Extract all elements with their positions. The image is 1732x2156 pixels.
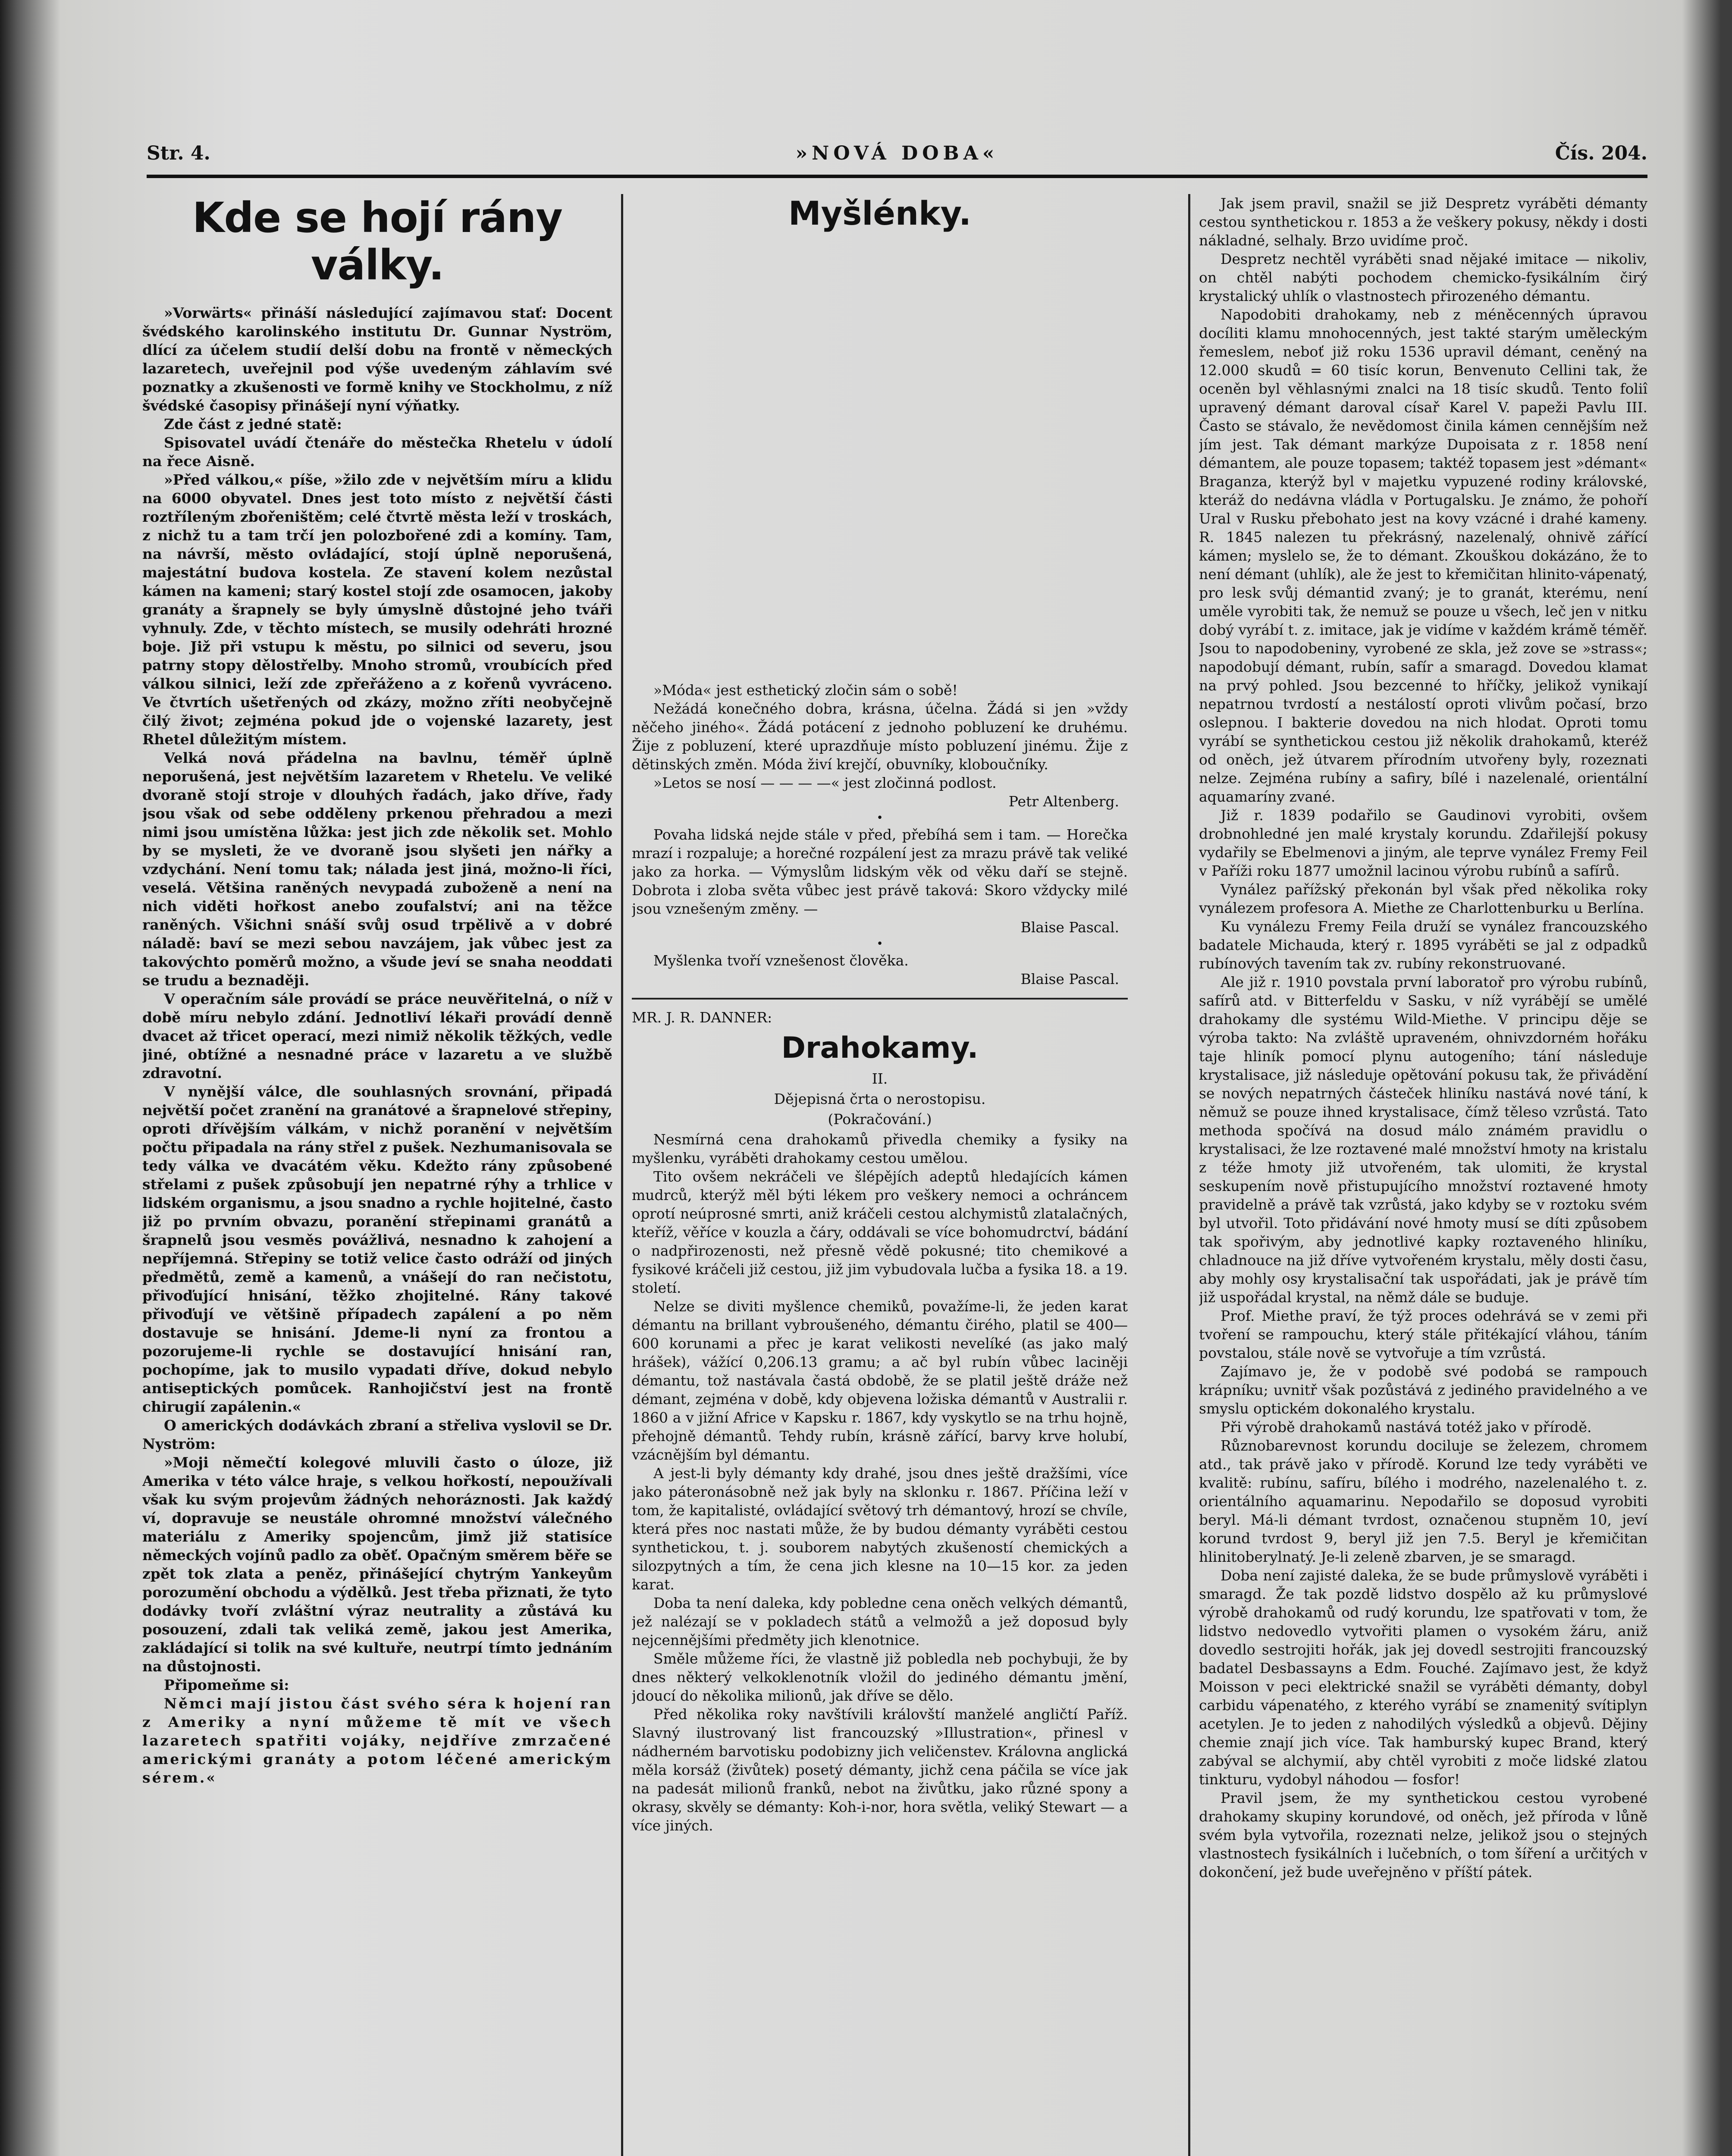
paragraph: Despretz nechtěl vyráběti snad nějaké imitace — nikoliv, on chtěl nabýti pochodem chemicko-fysikálním čirý krystalický uhlík o vlastnostech přirozeného démantu. xyxy=(1199,251,1647,304)
signature: Blaise Pascal. xyxy=(1020,971,1119,987)
column-separator xyxy=(621,194,623,2156)
paragraph: Velká nová přádelna na bavlnu, téměř úplně neporušená, jest největším lazaretem v Rhetelu. Ve veliké dvoraně stojí stroje v dlouhých řadách, jako dříve, řady jsou však od sebe odděleny prkenou přehradou a mezi nimi jsou umístěna lůžka: jest jich zde několik set. Mohlo by se mysleti, že ve dvoraně jsou slyšeti jen nářky a vzdychání. Není tomu tak; nálada jest jiná, možno-li říci, veselá. Většina raněných nevypadá zuboženě a není na nich viděti hořkost anebo zoufalství; ani na těžce raněných. Všichni snáší svůj osud trpělivě a v dobré náladě: baví se mezi sebou navzájem, jak vůbec jest za takovýchto poměrů možno, a všude jeví se snaha neoddati se trudu a beznaději. xyxy=(142,749,612,989)
column-separator xyxy=(1188,194,1190,2156)
signature: Blaise Pascal. xyxy=(1020,919,1119,936)
paragraph: V nynější válce, dle souhlasných srovnání, připadá největší počet zranění na granátové a šrapnelové střepiny, oproti dřívějším válkám, v nichž poranění v největším počtu připadala na rány střel z pušek. Nezhumanisovala se tedy válka ve dvacátém věku. Kdežto rány způsobené střelami z pušek způsobují jen nepatrné rýhy a trhlice v lidském organismu, a jsou snadno a rychle hojitelné, často již po prvním obvazu, poranění střepinami granátů a šrapnelů jsou vesměs povážlivá, nesnadno k zahojení a nepříjemná. Střepiny se totiž velice často odráží od jiných předmětů, země a kamenů, a vnášejí do ran nečistotu, přivoďující hnisání, těžko zhojitelné. Rány takové přivoďují ve většině případech zapálení a po něm dostavuje se hnisání. Jdeme-li nyní za frontou a pozorujeme-li rychle se dostavující hnisání ran, pochopíme, jak to musilo vypadati dříve, dokud nebylo antiseptických pomůcek. Ranhojičství jest na frontě chirugií zapálenin.« xyxy=(142,1083,612,1415)
paragraph: Napodobiti drahokamy, neb z méněcenných úpravou docíliti klamu mnohocenných, jest takté starým uměleckým řemeslem, neboť již roku 1536 upravil démant, ceněný na 12.000 skudů = 60 tisíc korun, Benvenuto Cellini tak, že oceněn byl věhlasnými znalci na 18 tisíc skudů. Tento foliî upravený démant daroval císař Karel V. papeži Pavlu III. Často se stávalo, že nevědomost činila kámen cennějším než jím jest. Tak démant markýze Dupoisata z r. 1858 není démantem, ale pouze topasem; taktéž topasem jest »démant« Braganza, kterýž byl v majetku vypuzené rodiny královské, kteráž do nedávna vládla v Portugalsku. Je známo, že pohoří Ural v Rusku přebohato jest na kovy vzácné i drahé kameny. R. 1845 nalezen tu překrásný, nazelenalý, ohnivě zářící kámen; myslelo se, že to démant. Zkouškou dokázáno, že to není démant (uhlík), ale že jest to křemičitan hlinito-vápenatý, pro lesk svůj démantid zvaný; je to granát, kterému, není uměle vyrobiti tak, že nemuž se pouze u všech, leč jen v nitku dobý vyrábí t. z. imitace, jak je vidíme v každém krámě téměř. Jsou to napodobeniny, vyrobené ze skla, jež zove se »strass«; napodobují démant, rubín, safír a smaragd. Dovedou klamat na prvý pohled. Jsou bezcenné to hříčky, jelikož vynikají nepatrnou tvrdostí a nestálostí oproti vlivům počasí, brzo oslepnou. I bakterie dovedou na nich hlodat. Oproti tomu vyrábí se synthetickou cestou již několik drahokamů, kteréž od oněch, jež útvarem přírodním utvořeny byly, rozeznati nelze. Zejména rubíny a safiry, bílé i nazelenalé, orientální aquamaríny zvané. xyxy=(1199,306,1647,805)
paragraph: O amerických dodávkách zbraní a střeliva vyslovil se Dr. Nyström: xyxy=(142,1417,612,1452)
article-subhead: Spisovatel uvádí čtenáře do městečka Rhetelu v údolí na řece Aisně. xyxy=(142,434,612,470)
thought: »Letos se nosí — — — —« jest zločinná podlost. xyxy=(653,774,997,791)
author-byline: MR. J. R. DANNER: xyxy=(632,1009,772,1026)
article-body xyxy=(142,470,612,1694)
paragraph: Vynález pařížský překonán byl však před několika roky vynálezem profesora A. Miethe ze Charlottenburku u Berlína. xyxy=(1199,881,1647,916)
paragraph: Již r. 1839 podařilo se Gaudinovi vyrobiti, ovšem drobnohledné jen malé krystaly korundu. Zdařilejší pokusy vydařily se Ebelmenovi a jiným, ale teprve vynález Fremy Feil v Paříži roku 1877 umožnil lacinou výrobu rubínů a safírů. xyxy=(1199,807,1647,879)
paragraph: Ale již r. 1910 povstala první laboratoř pro výrobu rubínů, safírů atd. v Bitterfeldu v Sasku, v níž vyrábějí se umělé drahokamy dle systému Wild-Miethe. V principu děje se výroba takto: Na zvláště upraveném, ohnivzdorném hořáku taje hliník pomocí plynu autogeního; tání následuje krystalisace, již následuje opětování pokusu tak, že přivádění se nových nepatrných částeček hliníku nastává nové tání, k němuž se pouze ihned krystalisace, čímž těleso vzrůstá. Tato methoda spočívá na dosud málo známém pravidlu o krystalisaci, že lze roztavené malé množství hmoty na kristalu z téže hmoty již utvořeném, tak ulomiti, že krystal seskupením nově přistupujícího množství roztavené hmoty pravidelně a právě tak vzrůstá, jako kdyby se v roztoku svém byl utvořil. Toto přidávání nové hmoty musí se díti způsobem tak spořivým, aby jednotlivé kapky roztaveného hliníku, chladnouce na již dříve vytvořeném krystalu, měly dosti času, aby mohly osy krystalisační tak uspořádati, jak je právě tím již uspořádal krystal, na němž dále se buduje. xyxy=(1199,974,1647,1306)
paragraph: Jak jsem pravil, snažil se již Despretz vyráběti démanty cestou synthetickou r. 1853 a že veškery pokusy, někdy i dosti nákladné, selhaly. Brzo uvidíme proč. xyxy=(1199,195,1647,249)
paragraph: Před několika roky navštívili královští manželé angličtí Paříž. Slavný ilustrovaný list francouzský »Illustration«, přinesl v nádherném barvotisku podobizny jich veličenstev. Královna anglická měla korsáž (živůtek) posetý démanty, jichž cena páčila se více jak na padesát milionů franků, nebot na živůtku, jako různé spony a okrasy, skvěly se démanty: Koh-i-nor, hora světla, veliký Stewart — a více jiných. xyxy=(632,1706,1128,1834)
paragraph: Prof. Miethe praví, že týž proces odehrává se v zemi při tvoření se rampouchu, který stále přitékající vláhou, táním povstalou, stále nově se vytvořuje a tím vzrůstá. xyxy=(1199,1307,1647,1361)
separator-dot: • xyxy=(876,937,883,950)
paragraph: Směle můžeme říci, že vlastně již pobledla neb pochybuji, že by dnes některý velkoklenotník vložil do jediného démantu jmění, jdoucí do několika milionů, jak dříve se dělo. xyxy=(632,1650,1128,1704)
closing-paragraph: Němci mají jistou část svého séra k hojení ran z Ameriky a nyní můžeme tě mít ve všech lazaretech spatřiti vojáky, nejdříve zmrzačené americkými granáty a potom léčené americkým sérem.« xyxy=(142,1695,612,1786)
blank-area xyxy=(632,250,1128,681)
section-title: Myšlénky. xyxy=(788,194,972,232)
page-number: Str. 4. xyxy=(147,142,210,164)
paragraph: »Před válkou,« píše, »žilo zde v největším míru a klidu na 6000 obyvatel. Dnes jest toto místo z největší části roztříleným zbořeništěm; celé čtvrtě města leží v troskách, z nichž tu a tam trčí jen polozbořené zdi a komíny. Tam, na návrší, město ovládající, stojí úplně neporušená, majestátní budova kostela. Ze stavení kolem nezůstal kámen na kameni; starý kostel stojí zde osamocen, jakoby granáty a šrapnely se byly úmyslně důstojné jeho tváři vyhnuly. Zde, v těchto místech, se musily odehráti hrozné boje. Již při vstupu k městu, po silnici od severu, jsou patrny stopy dělostřelby. Mnoho stromů, vroubících před válkou silnici, leží zde zpřeřáženo a z kořenů vyvráceno. Ve čtvrtích ušetřených od zkázy, možno zříti neobyčejně čilý život; zejména pokud jde o vojenské lazarety, jest Rhetel důležitým místem. xyxy=(142,471,612,748)
paragraph: A jest-li byly démanty kdy drahé, jsou dnes ještě dražšími, více jako páteronásobně než jak byly na sklonku r. 1867. Příčina leží v tom, že kapitalisté, ovládající světový trh démantový, hrozí se chvíle, která přes noc nastati může, že by budou démanty vyráběti cestou synthetickou, t. j. souborem nabytých zkušeností chemických a silozpytných a tím, že cena jich klesne na 10—15 kor. za jeden karat. xyxy=(632,1465,1128,1593)
page-header xyxy=(147,142,1647,172)
article-intro: »Vorwärts« přináší následující zajímavou stať: Docent švédského karolinského institutu Dr. Gunnar Nyström, dlící za účelem studií delší dobu na frontě v německých lazaretech, uveřejnil pod výše uvedeným záhlavím své poznatky a zkušenosti ve formě knihy ve Stockholmu, z níž švédské časopisy přinášejí nyní výňatky. xyxy=(142,304,612,414)
paragraph: Nelze se diviti myšlence chemiků, považíme-li, že jeden karat démantu na brillant vybroušeného, démantu čirého, platil se 400—600 korunami a přec je karat velikosti nevelíké (as jako malý hrášek), vážící 0,206.13 gramu; a ač byl rubín vůbec laciněji démantu, tož nastávala častá obdobě, že se platil ještě dráže než démant, zejména v době, kdy objevena ložiska démantů v Australii r. 1860 a v jižní Africe v Kapsku r. 1867, kdy vyskytlo se na trhu hojně, přehojně démantů. Tehdy rubín, krásně zářící, barvy krve holubí, vzácnějším byl démantu. xyxy=(632,1298,1128,1463)
thought: »Móda« jest esthetický zločin sám o sobě! xyxy=(653,682,958,699)
thought: Myšlenka tvoří vznešenost člověka. xyxy=(653,952,909,969)
paragraph: »Moji němečtí kolegové mluvili často o úloze, již Amerika v této válce hraje, s velkou hořkostí, nepoužívali však ku svým projevům žádných nehoráznosti. Jak každý ví, dopravuje se neustále ohromné množství válečného materiálu z Ameriky spojencům, jimž již statisíce německých vojínů padlo za oběť. Opačným směrem běře se zpět tok zlata a peněz, přinášející chytrým Yankeyům porozumění obchodu a výdělků. Jest třeba přiznati, že tyto dodávky tvoří zvláštní výraz neutrality a zůstává ku posouzení, zdali tak veliká země, jakou jest Amerika, zakládající si tolik na své kultuře, neutrpí tímto jednáním na důstojnosti. xyxy=(142,1454,612,1675)
paragraph: Zajímavo je, že v podobě své podobá se rampouch krápníku; uvnitř však pozůstává z jediného pravidelného a ve smyslu optickém dokonalého krystalu. xyxy=(1199,1363,1647,1417)
continuation-note: (Pokračování.) xyxy=(828,1111,932,1128)
header-rule xyxy=(147,175,1647,178)
article-title: Kde se hojí rány války. xyxy=(192,194,562,289)
separator-dot: • xyxy=(876,812,883,824)
article-lead: Zde část z jedné statě: xyxy=(164,416,342,432)
signature: Petr Altenberg. xyxy=(1008,793,1119,810)
paragraph: Připomeňme si: xyxy=(164,1677,289,1693)
paragraph: Různobarevnost korundu dociluje se železem, chromem atd., tak právě jako v přírodě. Korund lze tedy vyráběti ve kvalitě: rubínu, safíru, bílého i modrého, nazelenalého t. z. orientálního aquamarinu. Nepodařilo se doposud vyrobiti beryl. Má-li démant tvrdost, označenou stupněm 10, jeví korund tvrdost 9, beryl již jen 7.5. Beryl je křemičitan hlinitoberylnatý. Je-li zeleně zbarven, je se smaragd. xyxy=(1199,1437,1647,1565)
paragraph: V operačním sále provádí se práce neuvěřitelná, o níž v době míru nebylo zdání. Jednotliví lékaři provádí denně dvacet až třicet operací, mezi nimiž několik těžkých, vedle jiné, obtížné a nesnadné práce v lazaretu a ve službě zdravotní. xyxy=(142,990,612,1081)
paragraph: Doba není zajisté daleka, že se bude průmyslově vyráběti i smaragd. Že tak pozdě lidstvo dospělo až ku průmyslové výrobě drahokamů od rudý korundu, lze spatřovati v tom, že lidstvo nedovedlo vytvořiti plamen o vysokém žáru, aniž dovedlo sestrojiti hořák, jak jej dovedl sestrojiti francouzský badatel Desbassayns a Edm. Fouché. Zajímavo jest, že když Moisson v peci elektrické snažil se vyráběti démanty, dobyl carbidu vápenatého, z kterého vyrábí se znamenitý svítiplyn acetylen. Je to jeden z nahodilých výsledků a objevů. Dějiny chemie znají jich více. Tak hamburský kupec Brand, který zabýval se alchymií, aby chtěl vyrobiti z moče lidské zlatou tinkturu, vydobyl náhodou — fosfor! xyxy=(1199,1567,1647,1788)
paragraph: Nesmírná cena drahokamů přivedla chemiky a fysiky na myšlenku, vyráběti drahokamy cestou umělou. xyxy=(632,1131,1128,1166)
paragraph: Tito ovšem nekráčeli ve šlépějích adeptů hledajících kámen mudrců, kterýž měl býti lékem pro veškery nemoci a ochráncem oprotí neúprosné smrti, aniž kráčeli cestou alchymistů zlatalačných, kteříž, věříce v kouzla a čáry, oddávali se více bohomudrctví, bádání o nadpřirozenosti, než přesně vědě pokusné; tito chemikové a fysikové kráčeli již cestou, již jim vybudovala lučba a fysika 18. a 19. století. xyxy=(632,1168,1128,1296)
newspaper-name: »NOVÁ DOBA« xyxy=(795,142,999,164)
column-2 xyxy=(632,194,1128,2156)
thought: Nežádá konečného dobra, krásna, účelna. Žádá si jen »vždy něčeho jiného«. Žádá potácení z jednoho pobluzení ke druhému. Žije z pobluzení, které uprazdňuje místo pobluzení jinému. Žije z dětinských změn. Móda živí krejčí, obuvníky, kloboučníky. xyxy=(632,700,1128,773)
part-number: II. xyxy=(872,1070,888,1087)
column-1 xyxy=(142,194,612,2156)
paragraph: Pravil jsem, že my synthetickou cestou vyrobené drahokamy skupiny korundové, od oněch, jež příroda v lůně svém byla vytvořila, rozeznati nelze, jelikož jsou o stejných vlastnostech fysikálních i lučebních, o tom šíření a určitých v dokončení, jež bude uveřejněno v příští pátek. xyxy=(1199,1789,1647,1880)
paragraph: Při výrobě drahokamů nastává totéž jako v přírodě. xyxy=(1221,1419,1592,1435)
paragraph: Ku vynálezu Fremy Feila druží se vynález francouzského badatele Michauda, který r. 1895 vyráběti se jal z odpadků rubínových tavením tak zv. rubíny rekonstruované. xyxy=(1199,918,1647,972)
column-3 xyxy=(1199,194,1647,2156)
issue-number: Čís. 204. xyxy=(1555,142,1647,164)
thought: Povaha lidská nejde stále v před, přebíhá sem i tam. — Horečka mrazí i rozpaluje; a horečné rozpálení jest za mrazu právě tak veliké jako za horka. — Výmyslům lidským věk od věku daří se stejně. Dobrota i zloba světa vůbec jest právě taková: Skoro vždycky milé jsou vznešeným změny. — xyxy=(632,826,1128,917)
section-rule xyxy=(632,998,1128,1000)
article-subtitle: Dějepisná črta o nerostopisu. xyxy=(774,1091,986,1107)
article-title: Drahokamy. xyxy=(781,1031,979,1065)
paragraph: Doba ta není daleka, kdy pobledne cena oněch velkých démantů, jež nalézají se v pokladech států a velmožů a jež doposud byly nejcennějšími předměty jich klenotnice. xyxy=(632,1595,1128,1648)
